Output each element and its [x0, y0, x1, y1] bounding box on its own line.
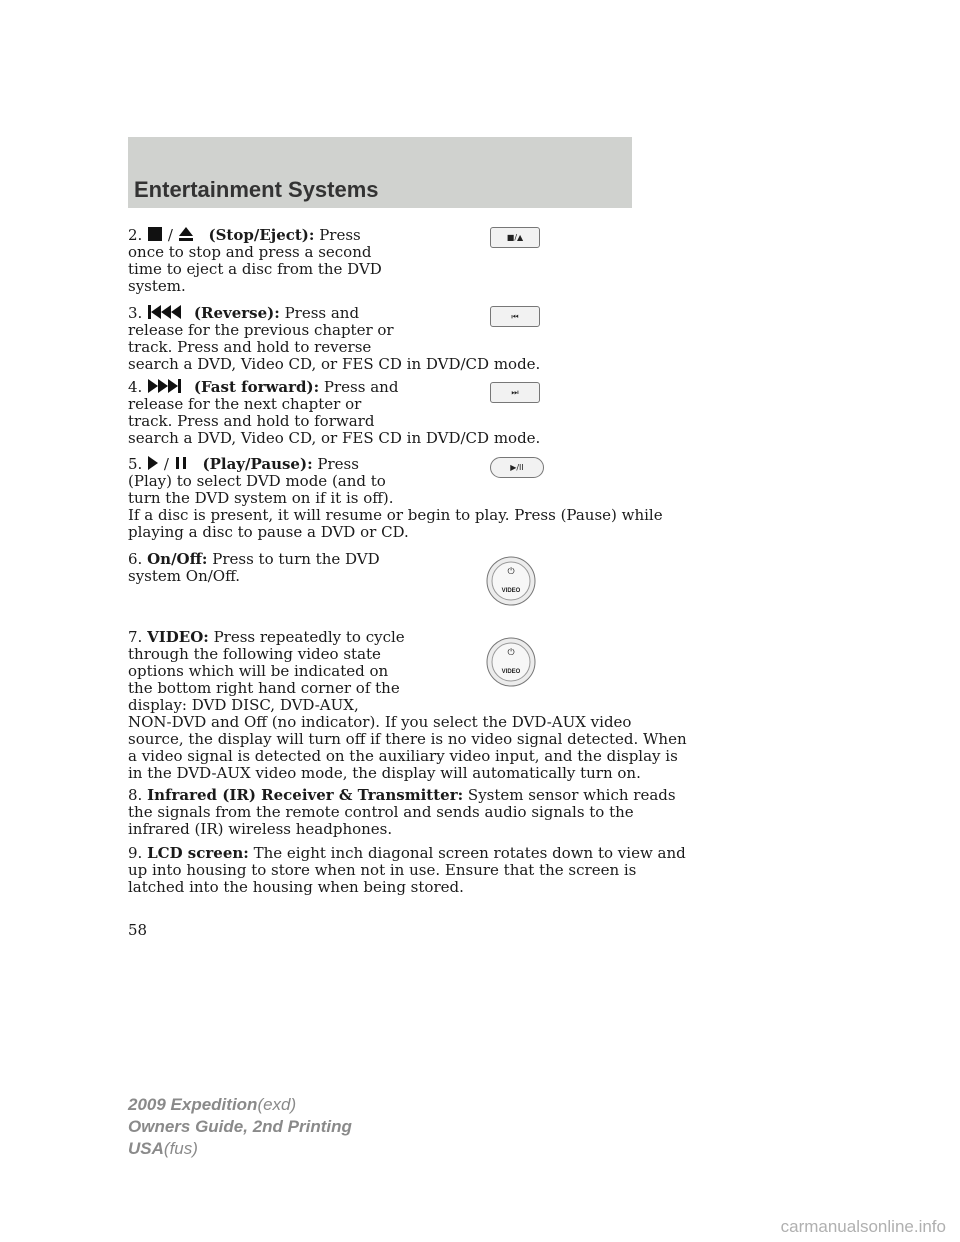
eject-icon [178, 226, 194, 242]
item-text: turn the DVD system on if it is off). [128, 489, 394, 507]
item-text: the signals from the remote control and sends audio signals to the [128, 803, 634, 821]
item-text: System sensor which reads [467, 786, 676, 804]
item-number: 5. [128, 455, 143, 473]
video-label[interactable]: VIDEO [501, 588, 521, 594]
footer-model-code: (exd) [257, 1095, 297, 1114]
item-lcd-screen [128, 845, 686, 896]
stop-eject-button[interactable]: ■/▲ [490, 227, 540, 248]
item-title: (Stop/Eject): [208, 226, 315, 244]
item-text: If a disc is present, it will resume or begin to play. Press (Pause) while [128, 506, 663, 524]
item-title: (Play/Pause): [202, 455, 313, 473]
item-number: 2. [128, 226, 143, 244]
item-text: infrared (IR) wireless headphones. [128, 820, 393, 838]
item-text: (Play) to select DVD mode (and to [128, 472, 386, 490]
section-title: Entertainment Systems [134, 177, 379, 202]
item-text: time to eject a disc from the DVD [128, 260, 382, 278]
item-text: Press and [323, 378, 399, 396]
item-text: search a DVD, Video CD, or FES CD in DVD/CD mode. [128, 429, 541, 447]
item-number: 7. [128, 628, 143, 646]
item-ir-receiver [128, 787, 676, 838]
footer-market: USA [128, 1139, 164, 1158]
item-text: system. [128, 277, 186, 295]
item-title: VIDEO: [147, 628, 209, 646]
item-number: 4. [128, 378, 143, 396]
item-text: Press and [284, 304, 360, 322]
item-number: 8. [128, 786, 143, 804]
item-text: up into housing to store when not in use. Ensure that the screen is [128, 861, 637, 879]
reverse-icon [147, 304, 183, 320]
item-text: release for the previous chapter or [128, 321, 394, 339]
item-text: NON-DVD and Off (no indicator). If you select the DVD-AUX video [128, 713, 632, 731]
watermark: carmanualsonline.info [780, 1217, 946, 1236]
footer-market-code: (fus) [163, 1139, 198, 1158]
item-title: (Reverse): [193, 304, 280, 322]
item-text: the bottom right hand corner of the [128, 679, 400, 697]
item-stop-eject [128, 226, 382, 295]
reverse-button[interactable]: ⏮ [490, 306, 540, 327]
item-play-pause [128, 455, 663, 541]
item-text: system On/Off. [128, 567, 240, 585]
item-text: release for the next chapter or [128, 395, 362, 413]
section-header [128, 137, 632, 208]
slash: / [163, 455, 169, 473]
item-title: Infrared (IR) Receiver & Transmitter: [147, 786, 464, 804]
item-title: (Fast forward): [193, 378, 320, 396]
item-number: 6. [128, 550, 143, 568]
item-title: LCD screen: [147, 844, 249, 862]
pause-icon [174, 455, 188, 471]
power-video-knob[interactable] [486, 637, 536, 687]
item-text: once to stop and press a second [128, 243, 372, 261]
stop-icon [147, 226, 163, 242]
item-text: Press [317, 455, 359, 473]
fast-forward-button[interactable]: ⏭ [490, 382, 540, 403]
item-number: 3. [128, 304, 143, 322]
fast-forward-icon [147, 378, 183, 394]
item-text: playing a disc to pause a DVD or CD. [128, 523, 409, 541]
item-title: On/Off: [147, 550, 208, 568]
item-number: 9. [128, 844, 143, 862]
video-label[interactable]: VIDEO [501, 669, 521, 675]
item-video [128, 629, 687, 782]
item-text: options which will be indicated on [128, 662, 389, 680]
item-text: source, the display will turn off if there is no video signal detected. When [128, 730, 687, 748]
footer-guide: Owners Guide, 2nd Printing [128, 1117, 352, 1136]
item-text: Press repeatedly to cycle [213, 628, 405, 646]
slash: / [167, 226, 173, 244]
item-text: track. Press and hold to forward [128, 412, 375, 430]
item-text: in the DVD-AUX video mode, the display will automatically turn on. [128, 764, 641, 782]
item-text: The eight inch diagonal screen rotates down to view and [253, 844, 686, 862]
play-icon [147, 455, 159, 471]
item-text: Press [319, 226, 361, 244]
footer-model: 2009 Expedition [128, 1095, 258, 1114]
item-text: a video signal is detected on the auxiliary video input, and the display is [128, 747, 678, 765]
item-fast-forward [128, 378, 540, 447]
item-text: search a DVD, Video CD, or FES CD in DVD/CD mode. [128, 355, 541, 373]
item-text: latched into the housing when being stored. [128, 878, 464, 896]
power-icon[interactable]: ⏻ [507, 567, 515, 577]
item-text: Press to turn the DVD [212, 550, 380, 568]
item-text: display: DVD DISC, DVD-AUX, [128, 696, 359, 714]
play-pause-button[interactable]: ▶/II [490, 457, 544, 478]
item-on-off [128, 551, 380, 585]
power-video-knob[interactable] [486, 556, 536, 606]
item-text: through the following video state [128, 645, 381, 663]
item-text: track. Press and hold to reverse [128, 338, 372, 356]
item-reverse [128, 304, 540, 373]
print-footer [128, 1094, 352, 1160]
power-icon[interactable]: ⏻ [507, 648, 515, 658]
page-number: 58 [128, 921, 148, 939]
